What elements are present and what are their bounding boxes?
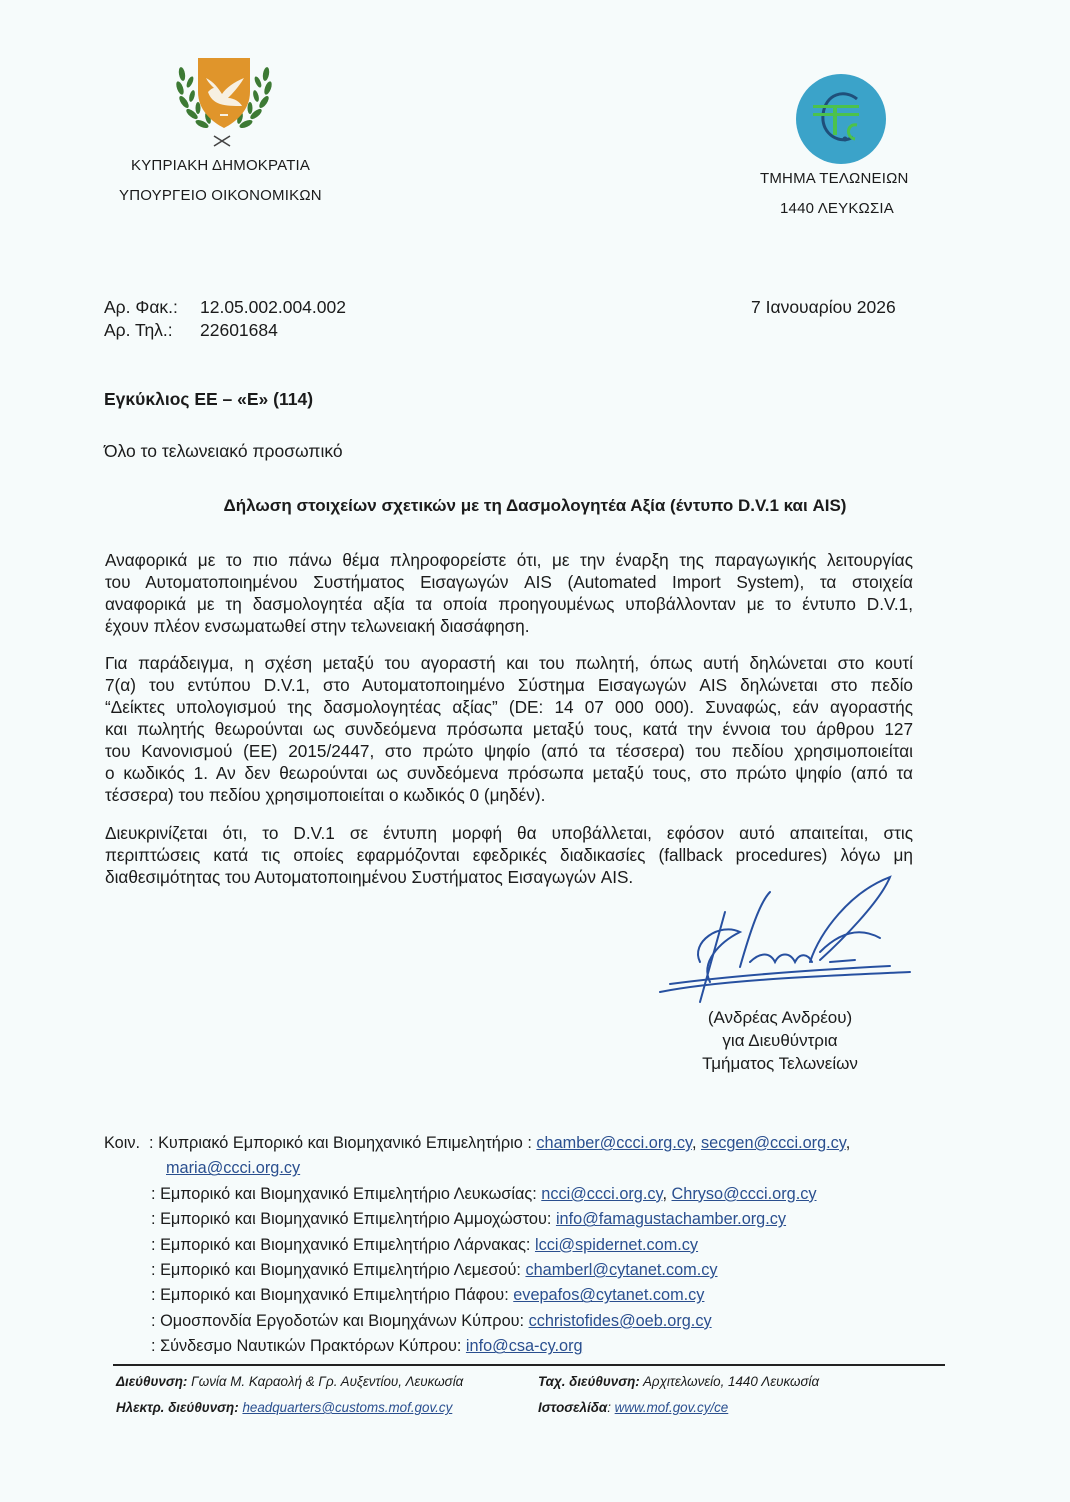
text-line: ο κωδικός 1. Αν δεν θεωρούνται ως συνδεόμενα πρόσωπα μεταξύ τους, στο πρώτο ψηφίο (από τα [105, 763, 913, 783]
footer-address-label: Διεύθυνση: [116, 1374, 188, 1389]
circular-id: Εγκύκλιος ΕΕ – «Ε» (114) [104, 389, 314, 409]
cc-entry: : Εμπορικό και Βιομηχανικό Επιμελητήριο Λάρνακας: lcci@spidernet.com.cy [151, 1235, 699, 1254]
text-line: 7(α) του εντύπου D.V.1, στο Αυτοματοποιημένο Σύστημα Εισαγωγών AIS δηλώνεται στο πεδίο [105, 675, 913, 695]
text-line: “Δείκτες υπολογισμού της δασμολογητέας αξίας” (DE: 14 07 000 000). Συναφώς, εάν αγοραστής [105, 697, 913, 717]
text-line: τέσσερα) του πεδίου χρησιμοποιείται ο κωδικός 0 (μηδέν). [105, 785, 546, 805]
email-link[interactable]: info@csa-cy.org [465, 1337, 583, 1356]
cc-label: Κοιν. [104, 1134, 140, 1152]
signatory-role-1: για Διευθύντρια [722, 1031, 838, 1050]
cc-org: Εμπορικό και Βιομηχανικό Επιμελητήριο Πάφου: [160, 1286, 509, 1305]
body-paragraph-1 [105, 549, 913, 637]
text-line: έχουν πλέον ενσωματωθεί στην τελωνειακή διασάφηση. [105, 616, 530, 636]
footer-address [116, 1374, 463, 1389]
ministry-line1: ΚΥΠΡΙΑΚΗ ΔΗΜΟΚΡΑΤΙΑ [131, 157, 311, 174]
footer-website-label: Ιστοσελίδα [538, 1400, 608, 1415]
file-number-value: 12.05.002.004.002 [200, 297, 346, 317]
text-line: του Αυτοματοποιημένου Συστήματος Εισαγωγών AIS (Automated Import System), τα στοιχεία [105, 572, 913, 592]
text-line: Για παράδειγμα, η σχέση μεταξύ του αγοραστή και του πωλητή, όπως αυτή δηλώνεται στο κουτί [105, 653, 913, 673]
cc-org: Σύνδεσμο Ναυτικών Πρακτόρων Κύπρου: [160, 1337, 462, 1356]
phone-number-value: 22601684 [200, 320, 278, 340]
footer-address-value: Γωνία Μ. Καραολή & Γρ. Αυξεντίου, Λευκωσία [191, 1374, 464, 1389]
cc-entry: : Σύνδεσμο Ναυτικών Πρακτόρων Κύπρου: info@csa-cy.org [151, 1337, 583, 1356]
customs-logo-icon [795, 73, 887, 165]
footer-website: Ιστοσελίδα: www.mof.gov.cy/ce [538, 1400, 729, 1415]
email-link[interactable]: chamber@ccci.org.cy [536, 1134, 692, 1152]
cc-org: Ομοσπονδία Εργοδοτών και Βιομηχάνων Κύπρου: [160, 1311, 525, 1330]
text-line: αναφορικά με τη δασμολογητέα αξία τα οποία προηγουμένως υποβάλλονταν με το έντυπο D.V.1, [105, 594, 913, 614]
text-line: του Κανονισμού (ΕΕ) 2015/2447, στο πρώτο ψηφίο (από τα τέσσερα) του πεδίου χρησιμοποιείται [105, 741, 913, 761]
text-line: και πωλητής θεωρούνται ως συνδεόμενα πρόσωπα μεταξύ τους, κατά την έννοια του άρθρου 127 [105, 719, 913, 739]
subject-title: Δήλωση στοιχείων σχετικών με τη Δασμολογητέα Αξία (έντυπο D.V.1 και AIS) [223, 496, 847, 515]
footer-postal-label: Ταχ. διεύθυνση: [538, 1374, 640, 1389]
email-link[interactable]: chamberl@cytanet.com.cy [525, 1261, 718, 1280]
footer-email [116, 1400, 452, 1415]
footer-postal [538, 1374, 819, 1389]
cc-entry: : Εμπορικό και Βιομηχανικό Επιμελητήριο Λεμεσού: chamberl@cytanet.com.cy [151, 1261, 718, 1280]
email-link[interactable]: lcci@spidernet.com.cy [534, 1235, 699, 1254]
cc-org: Κυπριακό Εμπορικό και Βιομηχανικό Επιμελητήριο : [158, 1134, 532, 1152]
department-line2: 1440 ΛΕΥΚΩΣΙΑ [780, 200, 895, 217]
file-number-label: Αρ. Φακ.: [104, 297, 178, 317]
email-link[interactable]: info@famagustachamber.org.cy [555, 1210, 787, 1229]
signatory-role-2: Τμήματος Τελωνείων [702, 1054, 858, 1073]
cyprus-emblem-icon [168, 52, 280, 148]
file-number-row [104, 297, 346, 318]
department-line1: ΤΜΗΜΑ ΤΕΛΩΝΕΙΩΝ [760, 170, 909, 187]
cc-entry: : Εμπορικό και Βιομηχανικό Επιμελητήριο Αμμοχώστου: info@famagustachamber.org.cy [151, 1210, 787, 1229]
footer-postal-value: Αρχιτελωνείο, 1440 Λευκωσία [642, 1374, 820, 1389]
phone-number-row [104, 320, 278, 341]
signatory-name: (Ανδρέας Ανδρέου) [707, 1008, 853, 1027]
phone-number-label: Αρ. Τηλ.: [104, 320, 173, 340]
email-link[interactable]: evepafos@cytanet.com.cy [513, 1286, 705, 1305]
cc-org: Εμπορικό και Βιομηχανικό Επιμελητήριο Λευκωσίας: [160, 1184, 537, 1203]
email-link[interactable]: cchristofides@oeb.org.cy [528, 1311, 712, 1330]
cc-org: Εμπορικό και Βιομηχανικό Επιμελητήριο Λεμεσού: [160, 1261, 521, 1280]
cc-entry: Κοιν. : Κυπριακό Εμπορικό και Βιομηχανικό Επιμελητήριο : chamber@ccci.org.cy, secgen@ccci.org.cy, [104, 1134, 851, 1152]
body-paragraph-2 [105, 652, 913, 806]
recipient: Όλο το τελωνειακό προσωπικό [104, 441, 343, 461]
cc-org: Εμπορικό και Βιομηχανικό Επιμελητήριο Αμμοχώστου: [160, 1210, 552, 1229]
text-line: διαθεσιμότητας του Αυτοματοποιημένου Συστήματος Εισαγωγών AIS. [105, 867, 634, 887]
signature-block [680, 1006, 880, 1075]
email-link[interactable]: secgen@ccci.org.cy [701, 1134, 846, 1152]
text-line: Διευκρινίζεται ότι, το D.V.1 σε έντυπη μορφή θα υποβάλλεται, εφόσον αυτό απαιτείται, στις [105, 823, 913, 843]
cc-entry: : Εμπορικό και Βιομηχανικό Επιμελητήριο Πάφου: evepafos@cytanet.com.cy [151, 1286, 705, 1305]
text-line: Αναφορικά με το πιο πάνω θέμα πληροφορείστε ότι, με την έναρξη της παραγωγικής λειτουργίας [105, 550, 913, 570]
footer-website-link[interactable]: www.mof.gov.cy/ce [614, 1400, 729, 1415]
email-link[interactable]: maria@ccci.org.cy [166, 1159, 301, 1178]
email-link[interactable]: ncci@ccci.org.cy [541, 1184, 663, 1203]
handwritten-signature-icon [640, 872, 920, 1012]
footer-divider [113, 1364, 945, 1366]
letter-date: 7 Ιανουαρίου 2026 [751, 297, 896, 317]
cc-entry: : Εμπορικό και Βιομηχανικό Επιμελητήριο Λευκωσίας: ncci@ccci.org.cy, Chryso@ccci.org.cy [151, 1184, 817, 1203]
text-line: περιπτώσεις κατά τις οποίες εφαρμόζονται εφεδρικές διαδικασίες (fallback procedures) λόγω μη [105, 845, 913, 865]
cc-entry-continuation [104, 1156, 850, 1181]
email-link[interactable]: Chryso@ccci.org.cy [671, 1184, 817, 1203]
cc-org: Εμπορικό και Βιομηχανικό Επιμελητήριο Λάρνακας: [160, 1235, 531, 1254]
ministry-line2: ΥΠΟΥΡΓΕΙΟ ΟΙΚΟΝΟΜΙΚΩΝ [119, 187, 322, 204]
footer-email-link[interactable]: headquarters@customs.mof.gov.cy [242, 1400, 453, 1415]
cc-list [104, 1131, 850, 1360]
footer-email-label: Ηλεκτρ. διεύθυνση: [116, 1400, 239, 1415]
cc-entry: : Ομοσπονδία Εργοδοτών και Βιομηχάνων Κύπρου: cchristofides@oeb.org.cy [151, 1311, 712, 1330]
